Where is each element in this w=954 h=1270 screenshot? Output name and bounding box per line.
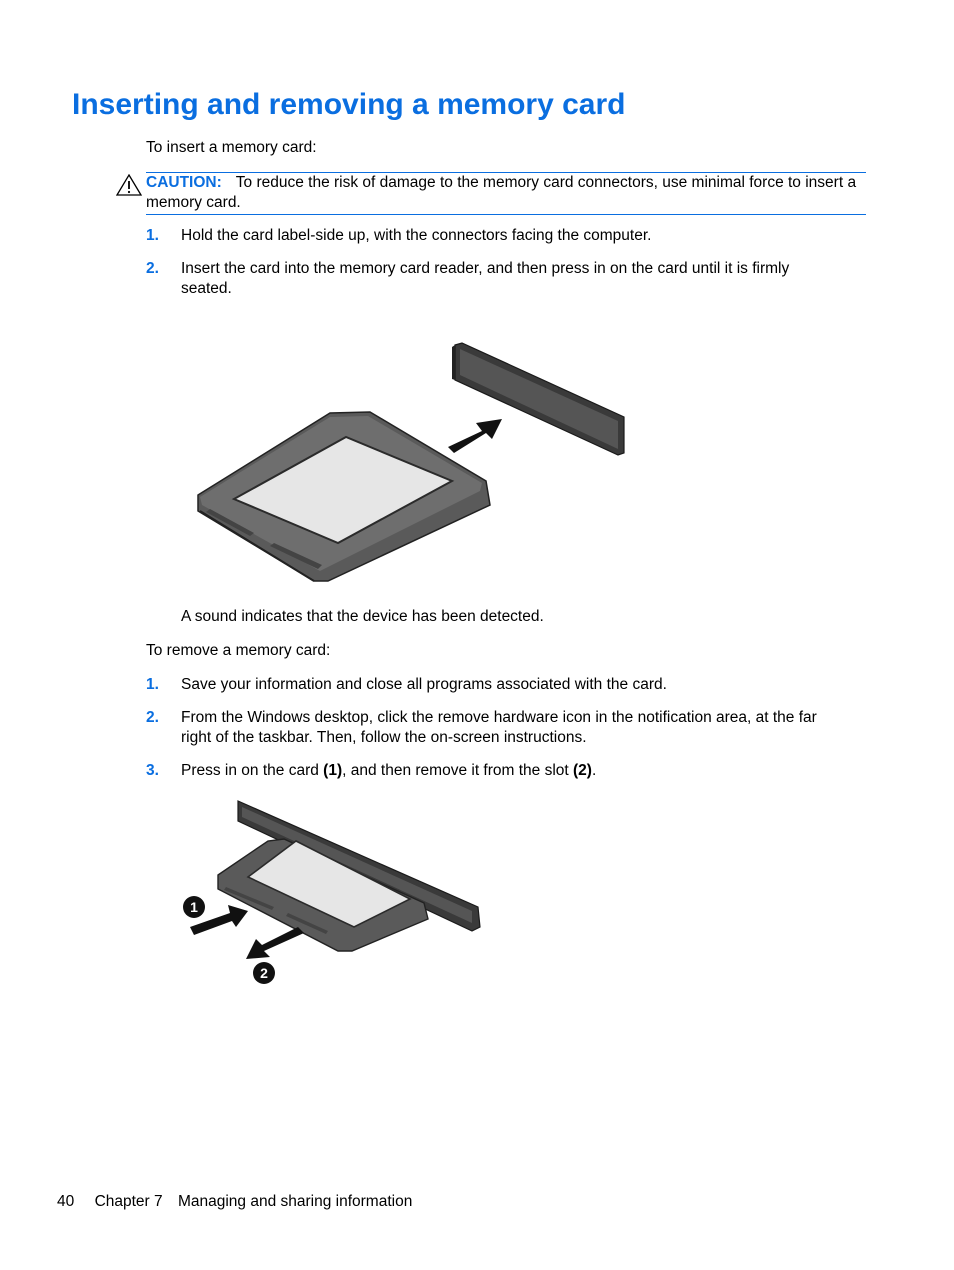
chapter-label: Chapter 7 (94, 1193, 163, 1210)
caution-text: To reduce the risk of damage to the memory card connectors, use minimal force to insert a memory card. (146, 174, 857, 211)
remove-step-2-text: From the Windows desktop, click the remove hardware icon in the notification area, at the far right of the taskbar. Then, follow the on-screen instructions. (181, 709, 817, 746)
callout-2-label: 2 (260, 965, 268, 981)
warning-triangle-icon (116, 174, 142, 196)
chapter-title: Managing and sharing information (177, 1193, 413, 1210)
caution-box (146, 172, 866, 215)
remove-step-3-text-c: . (591, 762, 597, 779)
memory-card (218, 839, 428, 951)
callout-1-icon (183, 896, 205, 918)
remove-step-2-number: 2. (146, 709, 159, 726)
insert-step-1-number: 1. (146, 227, 159, 244)
callout-2-icon (253, 962, 275, 984)
insert-step-2-text: Insert the card into the memory card reader, and then press in on the card until it is firmly seated. (181, 260, 790, 297)
callout-ref-1: (1) (323, 762, 343, 779)
caution-label: CAUTION: (146, 174, 222, 191)
remove-step-3-text-b: , and then remove it from the slot (342, 762, 574, 779)
page-number: 40 (57, 1193, 75, 1210)
remove-step-3-text (181, 761, 861, 781)
remove-step-1-number: 1. (146, 676, 159, 693)
remove-card-illustration (178, 795, 488, 995)
remove-step-3-number: 3. (146, 762, 159, 779)
remove-step-1-text: Save your information and close all programs associated with the card. (181, 676, 667, 693)
page-title: Inserting and removing a memory card (72, 88, 626, 121)
sound-note: A sound indicates that the device has been detected. (181, 608, 544, 625)
insert-step-2-number: 2. (146, 260, 159, 277)
insert-intro: To insert a memory card: (146, 139, 317, 156)
remove-intro: To remove a memory card: (146, 642, 331, 659)
insert-step-1-text: Hold the card label-side up, with the connectors facing the computer. (181, 227, 652, 244)
remove-step-3-text-a: Press in on the card (181, 762, 324, 779)
callout-1-label: 1 (190, 899, 198, 915)
memory-card (198, 412, 490, 581)
callout-ref-2: (2) (573, 762, 592, 779)
insert-arrow-icon (448, 419, 502, 453)
pull-arrow-icon (246, 927, 304, 959)
card-slot (452, 343, 624, 455)
footer (57, 1192, 412, 1212)
insert-card-illustration (190, 335, 630, 590)
